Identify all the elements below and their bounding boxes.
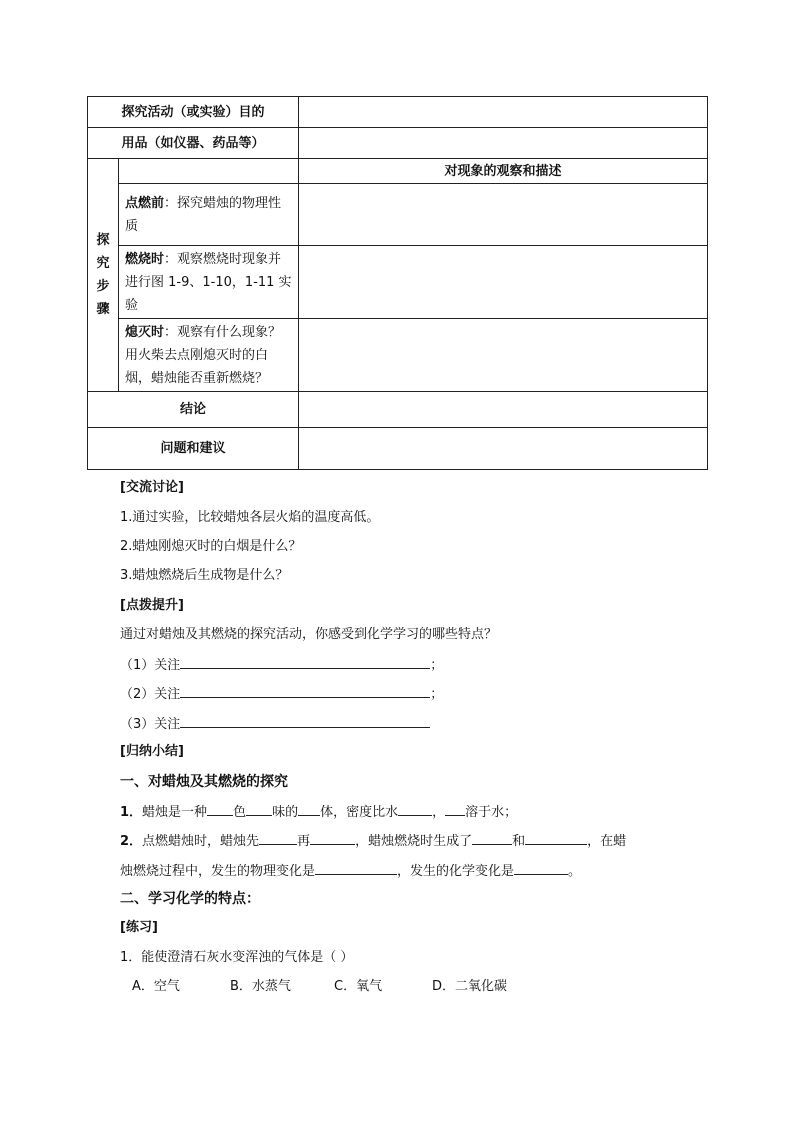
summary-q2: 2．点燃蜡烛时，蜡烛先 再 ，蜡烛燃烧时生成了 和 ，在蜡: [120, 830, 626, 852]
practice-question: 1．能使澄清石灰水变浑浊的气体是（ ）: [120, 950, 354, 965]
option-a[interactable]: A．空气: [132, 979, 180, 994]
option-c[interactable]: C．氧气: [334, 979, 383, 994]
q2-blank-product-2[interactable]: [525, 830, 587, 845]
step-extinguish-cell[interactable]: [299, 319, 708, 392]
conclusion-cell[interactable]: [299, 392, 708, 428]
q2-blank-first[interactable]: [259, 830, 297, 845]
discussion-heading: [交流讨论]: [120, 480, 184, 495]
option-b[interactable]: B．水蒸气: [230, 979, 291, 994]
guide-item-3: （3）关注: [120, 713, 430, 735]
practice-heading: [练习]: [120, 920, 158, 935]
questions-cell[interactable]: [299, 428, 708, 470]
discussion-item-1: 1.通过实验，比较蜡烛各层火焰的温度高低。: [120, 510, 380, 525]
experiment-table: [87, 96, 708, 470]
guide-question: 通过对蜡烛及其燃烧的探究活动，你感受到化学学习的哪些特点？: [120, 627, 498, 642]
discussion-item-3: 3.蜡烛燃烧后生成物是什么？: [120, 568, 289, 583]
q1-blank-color[interactable]: [207, 801, 233, 816]
purpose-cell[interactable]: [299, 97, 708, 128]
step-burning: 燃烧时：观察燃烧时现象并进行图 1-9、1-10，1-11 实验: [119, 246, 299, 319]
steps-label: 探 究 步 骤: [88, 159, 119, 392]
practice-options: [132, 977, 532, 997]
guide-blank-3[interactable]: [180, 713, 430, 728]
guide-heading: [点拨提升]: [120, 598, 184, 613]
header-blank: [119, 159, 299, 184]
summary-q1: 1．蜡烛是一种 色 味的 体，密度比水 ， 溶于水；: [120, 801, 517, 823]
guide-blank-2[interactable]: [180, 683, 430, 698]
purpose-label: 探究活动（或实验）目的: [88, 97, 299, 128]
questions-label: 问题和建议: [88, 428, 299, 470]
summary-section-1: 一、对蜡烛及其燃烧的探究: [120, 774, 288, 790]
guide-item-2: （2）关注 ；: [120, 683, 443, 705]
q1-blank-state[interactable]: [298, 801, 320, 816]
q1-blank-density[interactable]: [398, 801, 432, 816]
observe-header: 对现象的观察和描述: [299, 159, 708, 184]
summary-q2-continued: 烛燃烧过程中，发生的物理变化是 ，发生的化学变化是 。: [120, 860, 581, 882]
q1-blank-smell[interactable]: [246, 801, 272, 816]
guide-blank-1[interactable]: [180, 654, 430, 669]
step-burning-cell[interactable]: [299, 246, 708, 319]
items-label: 用品（如仪器、药品等）: [88, 128, 299, 159]
worksheet-body: [120, 478, 720, 1018]
conclusion-label: 结论: [88, 392, 299, 428]
q2-blank-physical[interactable]: [315, 860, 397, 875]
q1-blank-soluble[interactable]: [445, 801, 465, 816]
discussion-item-2: 2.蜡烛刚熄灭时的白烟是什么？: [120, 539, 302, 554]
q2-blank-chemical[interactable]: [514, 860, 568, 875]
guide-item-1: （1）关注 ；: [120, 654, 443, 676]
q2-blank-then[interactable]: [310, 830, 355, 845]
step-before: 点燃前：探究蜡烛的物理性质: [119, 184, 299, 246]
step-before-cell[interactable]: [299, 184, 708, 246]
summary-section-2: 二、学习化学的特点：: [120, 891, 260, 907]
q2-blank-product-1[interactable]: [472, 830, 512, 845]
items-cell[interactable]: [299, 128, 708, 159]
step-extinguish: 熄灭时：观察有什么现象？用火柴去点刚熄灭时的白烟，蜡烛能否重新燃烧？: [119, 319, 299, 392]
summary-heading: [归纳小结]: [120, 744, 184, 759]
option-d[interactable]: D．二氧化碳: [432, 979, 508, 994]
